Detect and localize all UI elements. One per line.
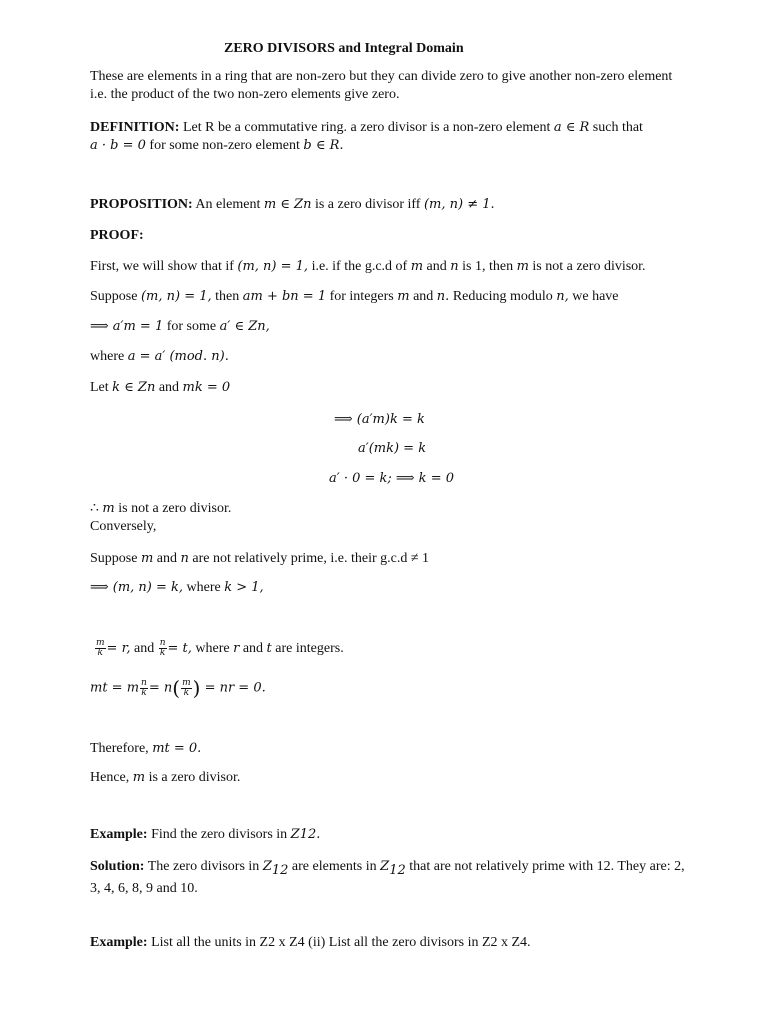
proof-line (90, 348, 229, 366)
proof-text: Reducing modulo (449, 289, 557, 304)
denominator: k (141, 687, 147, 698)
proof-text: and (130, 641, 158, 656)
proof-text: Suppose (90, 289, 141, 304)
math: ⟹ a′m = 1 (90, 319, 164, 334)
math: (m, n) = 1, (237, 259, 309, 274)
math: (m, n) = 1, (140, 289, 212, 304)
definition-line2 (90, 137, 344, 155)
proof-line (90, 550, 429, 568)
proposition-text: is a zero divisor iff (311, 197, 424, 212)
proof-text: Hence, (90, 770, 133, 785)
math: a = a′ (mod. n). (127, 349, 229, 364)
math: a · b = 0 (90, 138, 146, 153)
proof-line (90, 500, 231, 518)
fraction (181, 679, 192, 698)
definition-paragraph (90, 119, 690, 137)
mt-equation (90, 676, 266, 701)
proof-text: for some (163, 319, 220, 334)
numerator: n (159, 638, 166, 649)
math: a ∈ R (553, 120, 590, 135)
proof-text: and (409, 289, 437, 304)
math: m (516, 259, 529, 274)
proof-text: i.e. if the g.c.d of (308, 259, 411, 274)
math: mt = m (90, 680, 140, 696)
example-text: List all the units in Z2 x Z4 (ii) List all the zero divisors in Z2 x Z4. (147, 935, 531, 950)
numerator: m (182, 677, 191, 688)
math: ⟹ (m, n) = k, (90, 580, 184, 595)
subscript: 12 (389, 862, 406, 878)
math: m (397, 289, 410, 304)
math: n, (556, 289, 569, 304)
math: n (180, 551, 189, 566)
math: Z (262, 859, 272, 874)
proof-line (90, 740, 201, 758)
proof-text: Therefore, (90, 741, 153, 756)
page-title: ZERO DIVISORS and Integral Domain (224, 41, 464, 56)
equation: a′ · 0 = k; ⟹ k = 0 (329, 471, 454, 486)
fraction (95, 639, 106, 658)
proof-text: for integers (326, 289, 398, 304)
proof-text: are integers. (271, 641, 344, 656)
math: Z12. (290, 827, 321, 842)
math: m ∈ Zn (263, 197, 312, 212)
math: m (140, 551, 154, 566)
fraction (140, 679, 148, 698)
proof-text: is not a zero divisor. (528, 259, 646, 274)
math: k ∈ Zn (112, 380, 156, 395)
math: Z (380, 859, 390, 874)
proof-line (90, 258, 646, 276)
example-1 (90, 826, 320, 844)
math: = t, (167, 641, 192, 656)
example-label: Example: (90, 935, 148, 950)
fraction (159, 639, 167, 658)
proof-text: and (153, 551, 181, 566)
math: = r, (106, 641, 131, 656)
proof-text: is not a zero divisor. (114, 501, 232, 516)
equation: ⟹ (a′m)k = k (334, 412, 425, 427)
math: m (132, 770, 146, 785)
math: m (102, 501, 115, 516)
numerator: m (96, 638, 105, 649)
denominator: k (97, 648, 103, 659)
proof-line (90, 379, 230, 397)
math: n (450, 259, 459, 274)
proof-text: where (191, 641, 234, 656)
proof-text: and (155, 380, 183, 395)
math: r (233, 641, 240, 656)
denominator: k (183, 687, 190, 698)
solution-text: that are not relatively prime with 12. They are: 2, 3, 4, 6, 8, 9 and 10. (90, 859, 685, 896)
math: am + bn = 1 (242, 289, 327, 304)
therefore-symbol: ∴ (90, 501, 103, 516)
definition-label: DEFINITION: (90, 120, 180, 135)
numerator: n (141, 677, 147, 688)
proof-text: Let (90, 380, 113, 395)
proof-line (90, 318, 270, 336)
fraction-line (94, 638, 344, 660)
proof-text: where (90, 349, 128, 364)
proof-text: are not relatively prime, i.e. their g.c.d ≠ 1 (188, 551, 430, 566)
proof-line (90, 769, 240, 787)
math: mk = 0 (182, 380, 231, 395)
solution-label: Solution: (90, 859, 145, 874)
proof-line: Conversely, (90, 519, 157, 534)
proof-text: where (183, 580, 225, 595)
proof-line (90, 288, 619, 306)
subscript: 12 (271, 862, 289, 878)
solution-text: are elements in (288, 859, 381, 874)
equation: a′(mk) = k (358, 441, 427, 456)
proof-text: is 1, then (458, 259, 517, 274)
example-label: Example: (90, 827, 148, 842)
math: = n (148, 680, 173, 696)
proof-text: First, we will show that if (90, 259, 238, 274)
math: (m, n) ≠ 1. (423, 197, 495, 212)
math: b ∈ R. (303, 138, 344, 153)
proposition-label: PROPOSITION: (90, 197, 193, 212)
proof-text: we have (568, 289, 619, 304)
proposition (90, 196, 495, 214)
math: mt = 0. (152, 741, 202, 756)
proposition-text: An element (192, 197, 264, 212)
proof-text: and (423, 259, 451, 274)
example-2 (90, 934, 531, 952)
definition-text: for some non-zero element (145, 138, 304, 153)
definition-text: such that (589, 120, 643, 135)
math: = nr = 0. (204, 680, 266, 696)
math: n. (436, 289, 450, 304)
proof-line (90, 579, 264, 597)
proof-text: then (211, 289, 243, 304)
math: k > 1, (224, 580, 264, 595)
solution-text: The zero divisors in (144, 859, 263, 874)
proof-text: Suppose (90, 551, 141, 566)
math: t (266, 641, 272, 656)
right-paren: ) (192, 676, 201, 700)
intro-paragraph: These are elements in a ring that are non-zero but they can divide zero to give another non-zero element i.e. the product of the two non-zero elements give zero. (90, 69, 673, 102)
denominator: k (159, 648, 166, 659)
math: m (410, 259, 424, 274)
example-text: Find the zero divisors in (147, 827, 291, 842)
math: a′ ∈ Zn, (219, 319, 270, 334)
proof-text: is a zero divisor. (145, 770, 241, 785)
proof-label: PROOF: (90, 228, 144, 243)
definition-text: Let R be a commutative ring. a zero divisor is a non-zero element (179, 120, 554, 135)
left-paren: ( (172, 676, 181, 700)
solution-paragraph (90, 858, 690, 898)
proof-text: and (239, 641, 267, 656)
